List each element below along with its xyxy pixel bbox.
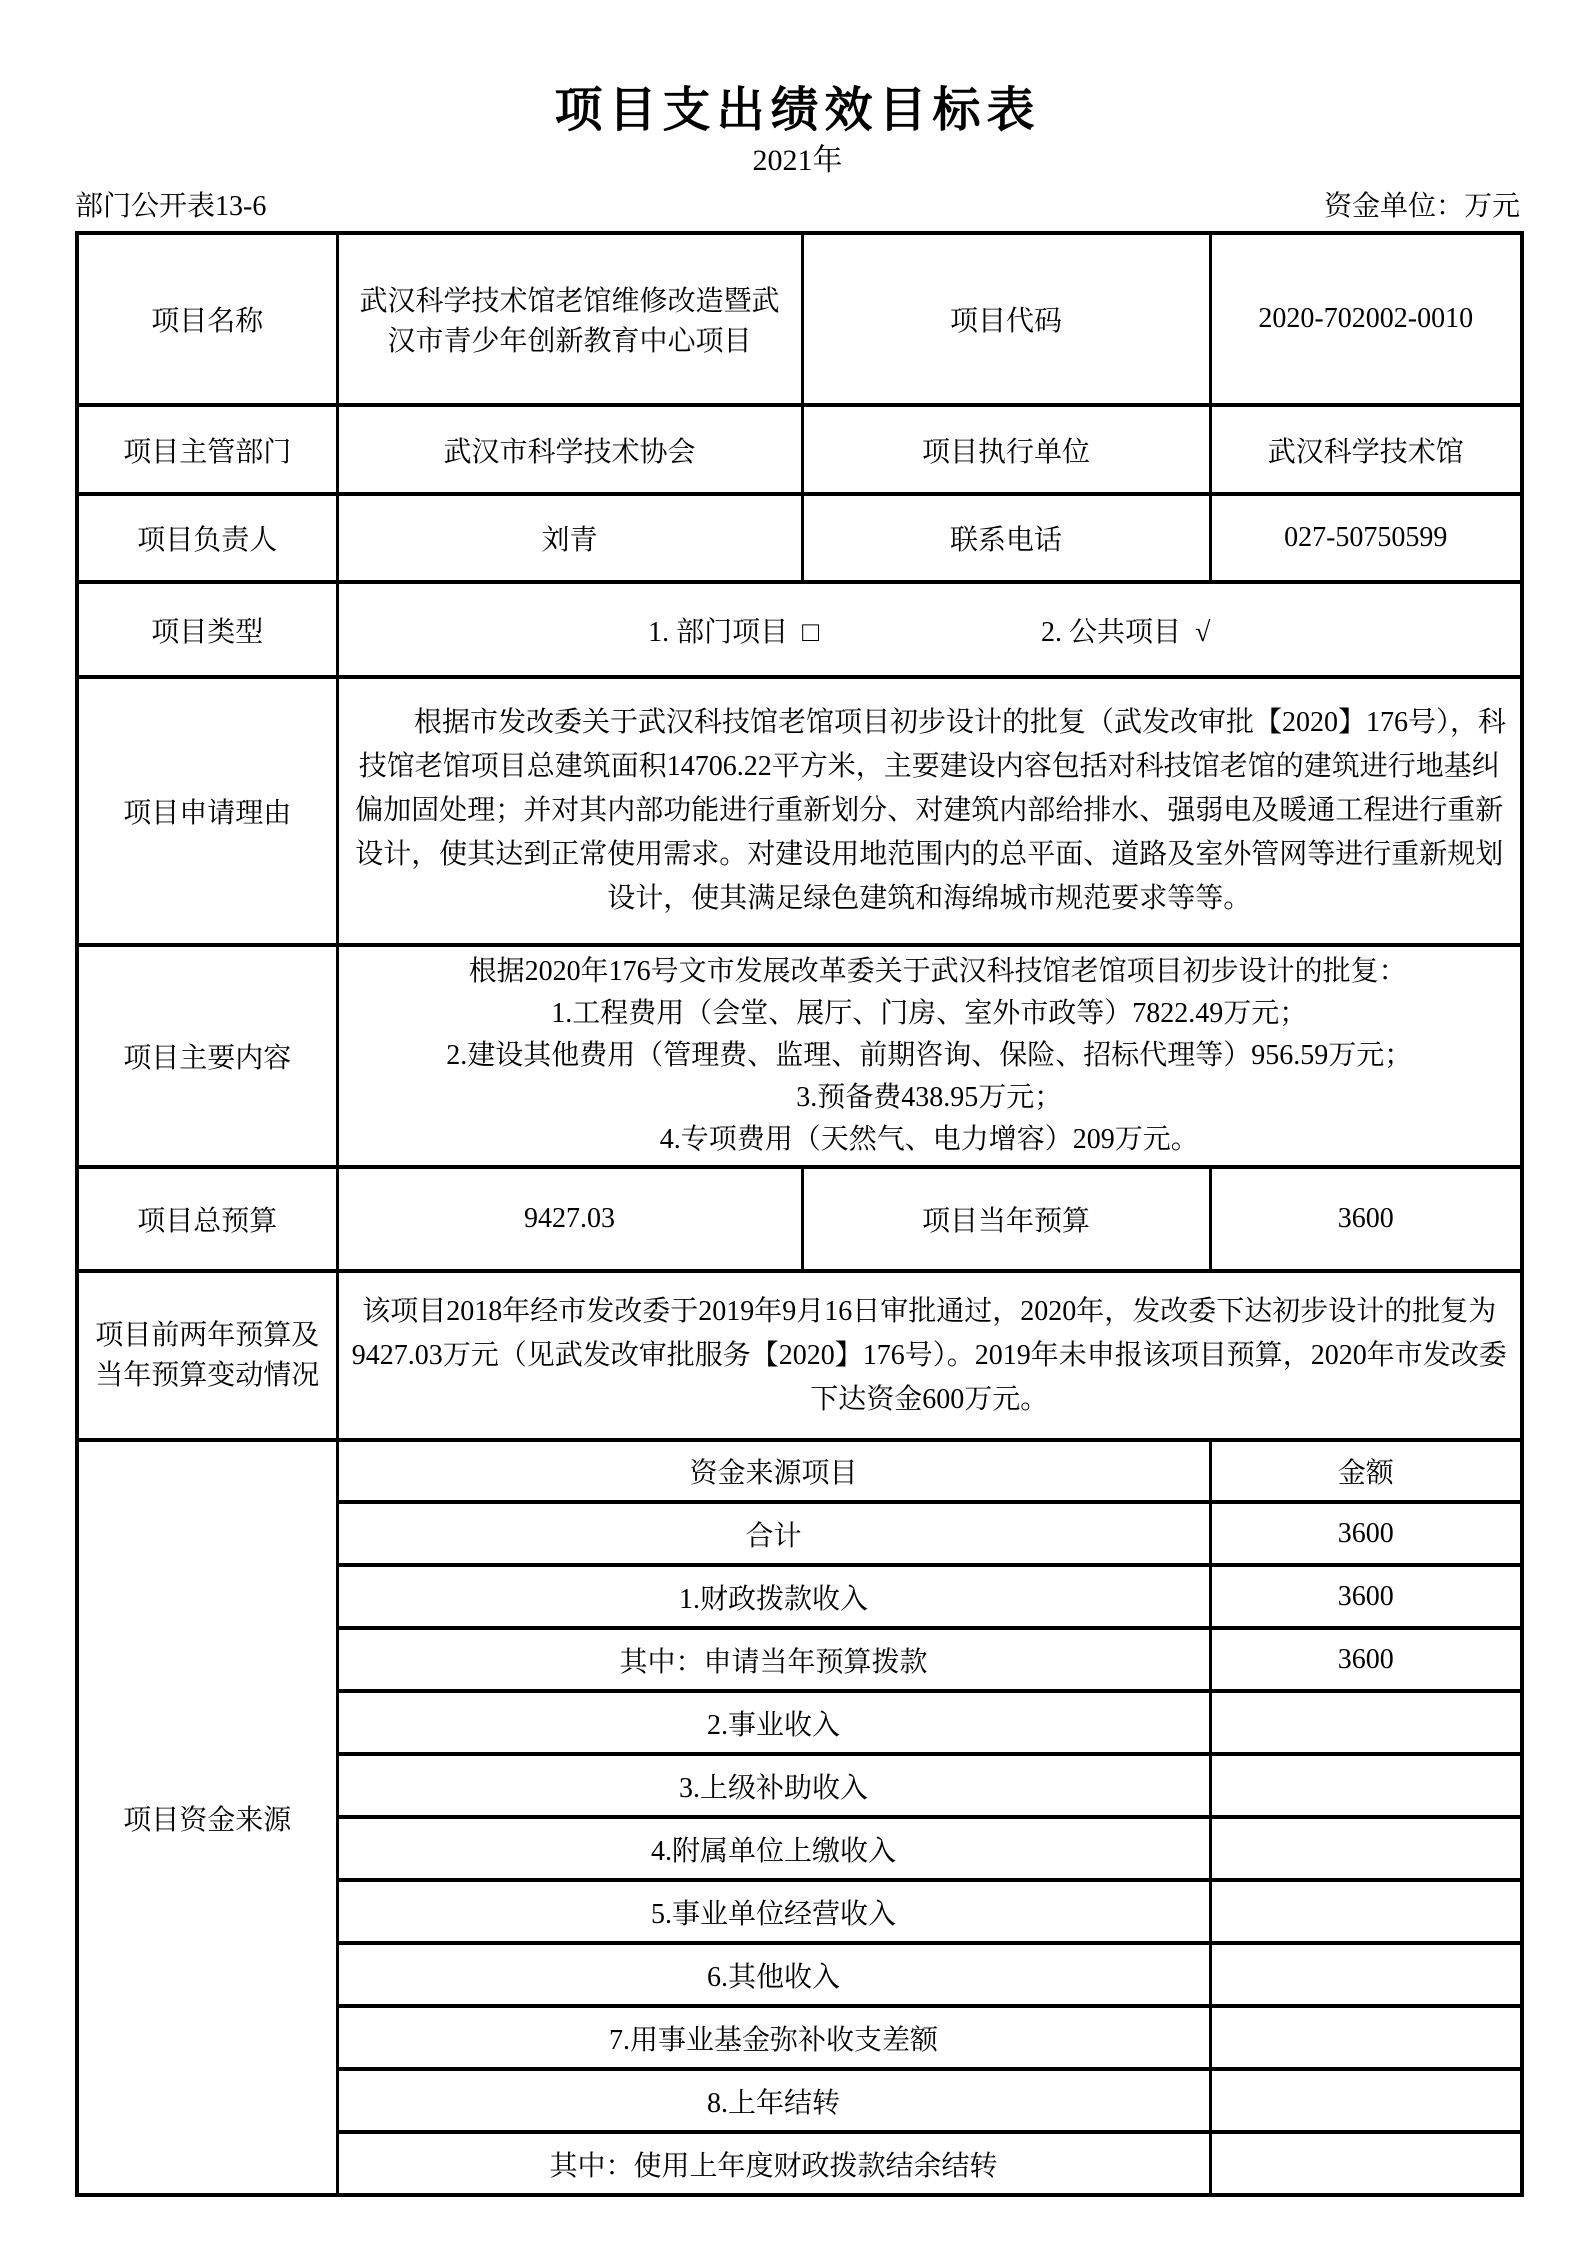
phone-value: 027-50750599	[1210, 494, 1522, 582]
current-budget-label: 项目当年预算	[802, 1167, 1210, 1271]
funding-source-label: 项目资金来源	[77, 1440, 337, 2195]
funding-amount	[1210, 1817, 1522, 1880]
page-title: 项目支出绩效目标表	[554, 84, 1041, 137]
row-budget-history	[77, 1271, 1522, 1440]
project-name-value: 武汉科学技术馆老馆维修改造暨武汉市青少年创新教育中心项目	[337, 233, 802, 405]
project-type-option-1	[648, 617, 819, 648]
application-reason-label: 项目申请理由	[77, 677, 337, 945]
unit-note: 资金单位：万元	[1323, 191, 1520, 222]
row-dept	[77, 405, 1522, 494]
row-funding-header	[77, 1440, 1522, 1502]
funding-item: 5.事业单位经营收入	[337, 1880, 1210, 1943]
page-subtitle: 2021年	[752, 144, 843, 177]
main-content-text: 根据2020年176号文市发展改革委关于武汉科技馆老馆项目初步设计的批复： 1.工程费用（会堂、展厅、门房、室外市政等）7822.49万元； 2.建设其他费用（管理费、监理、前期咨询、保险、招标代理等）956.59万元； 3.预备费438.95万元； 4.专项费用（天然气、电力增容）209万元。	[337, 945, 1522, 1167]
project-code-label: 项目代码	[802, 233, 1210, 405]
funding-amount	[1210, 2069, 1522, 2132]
funding-amount	[1210, 1691, 1522, 1754]
funding-item: 4.附属单位上缴收入	[337, 1817, 1210, 1880]
row-budget	[77, 1167, 1522, 1271]
funding-item: 8.上年结转	[337, 2069, 1210, 2132]
row-leader	[77, 494, 1522, 582]
funding-amount: 3600	[1210, 1502, 1522, 1565]
funding-amount	[1210, 1754, 1522, 1817]
funding-amount	[1210, 1943, 1522, 2006]
project-code-value: 2020-702002-0010	[1210, 233, 1522, 405]
project-type-label: 项目类型	[77, 582, 337, 677]
option2-text: 2. 公共项目	[1041, 616, 1182, 648]
funding-item: 1.财政拨款收入	[337, 1565, 1210, 1628]
funding-amount: 3600	[1210, 1628, 1522, 1691]
row-project-type	[77, 582, 1522, 677]
current-budget-value: 3600	[1210, 1167, 1522, 1271]
option1-text: 1. 部门项目	[648, 616, 789, 648]
leader-value: 刘青	[337, 494, 802, 582]
row-project-name	[77, 233, 1522, 405]
checkmark-icon: √	[1195, 616, 1211, 648]
application-reason-text: 根据市发改委关于武汉科技馆老馆项目初步设计的批复（武发改审批【2020】176号），科技馆老馆项目总建筑面积14706.22平方米，主要建设内容包括对科技馆老馆的建筑进行地基纠偏加固处理；并对其内部功能进行重新划分、对建筑内部给排水、强弱电及暖通工程进行重新设计，使其达到正常使用需求。对建设用地范围内的总平面、道路及室外管网等进行重新规划设计，使其满足绿色建筑和海绵城市规范要求等等。	[337, 677, 1522, 945]
funding-amount	[1210, 1880, 1522, 1943]
meta-row	[75, 189, 1520, 225]
performance-target-table	[75, 231, 1524, 2197]
main-content-label: 项目主要内容	[77, 945, 337, 1167]
row-application-reason	[77, 677, 1522, 945]
table-code: 部门公开表13-6	[75, 191, 267, 222]
budget-history-label: 项目前两年预算及当年预算变动情况	[77, 1271, 337, 1440]
dept-value: 武汉市科学技术协会	[337, 405, 802, 494]
funding-item: 其中：使用上年度财政拨款结余结转	[337, 2132, 1210, 2195]
exec-unit-value: 武汉科学技术馆	[1210, 405, 1522, 494]
funding-amount	[1210, 2132, 1522, 2195]
exec-unit-label: 项目执行单位	[802, 405, 1210, 494]
funding-header-amount: 金额	[1210, 1440, 1522, 1502]
funding-item: 7.用事业基金弥补收支差额	[337, 2006, 1210, 2069]
budget-history-text: 该项目2018年经市发改委于2019年9月16日审批通过，2020年，发改委下达初步设计的批复为9427.03万元（见武发改审批服务【2020】176号）。2019年未申报该项目预算，2020年市发改委下达资金600万元。	[337, 1271, 1522, 1440]
leader-label: 项目负责人	[77, 494, 337, 582]
funding-amount	[1210, 2006, 1522, 2069]
phone-label: 联系电话	[802, 494, 1210, 582]
checkbox-unchecked-icon: □	[802, 616, 820, 648]
funding-item: 合计	[337, 1502, 1210, 1565]
total-budget-value: 9427.03	[337, 1167, 802, 1271]
project-type-value	[337, 582, 1522, 677]
funding-item: 其中：申请当年预算拨款	[337, 1628, 1210, 1691]
funding-amount: 3600	[1210, 1565, 1522, 1628]
row-main-content	[77, 945, 1522, 1167]
project-type-option-2	[1041, 617, 1210, 648]
project-name-label: 项目名称	[77, 233, 337, 405]
total-budget-label: 项目总预算	[77, 1167, 337, 1271]
dept-label: 项目主管部门	[77, 405, 337, 494]
funding-item: 6.其他收入	[337, 1943, 1210, 2006]
funding-item: 3.上级补助收入	[337, 1754, 1210, 1817]
funding-item: 2.事业收入	[337, 1691, 1210, 1754]
funding-header-item: 资金来源项目	[337, 1440, 1210, 1502]
